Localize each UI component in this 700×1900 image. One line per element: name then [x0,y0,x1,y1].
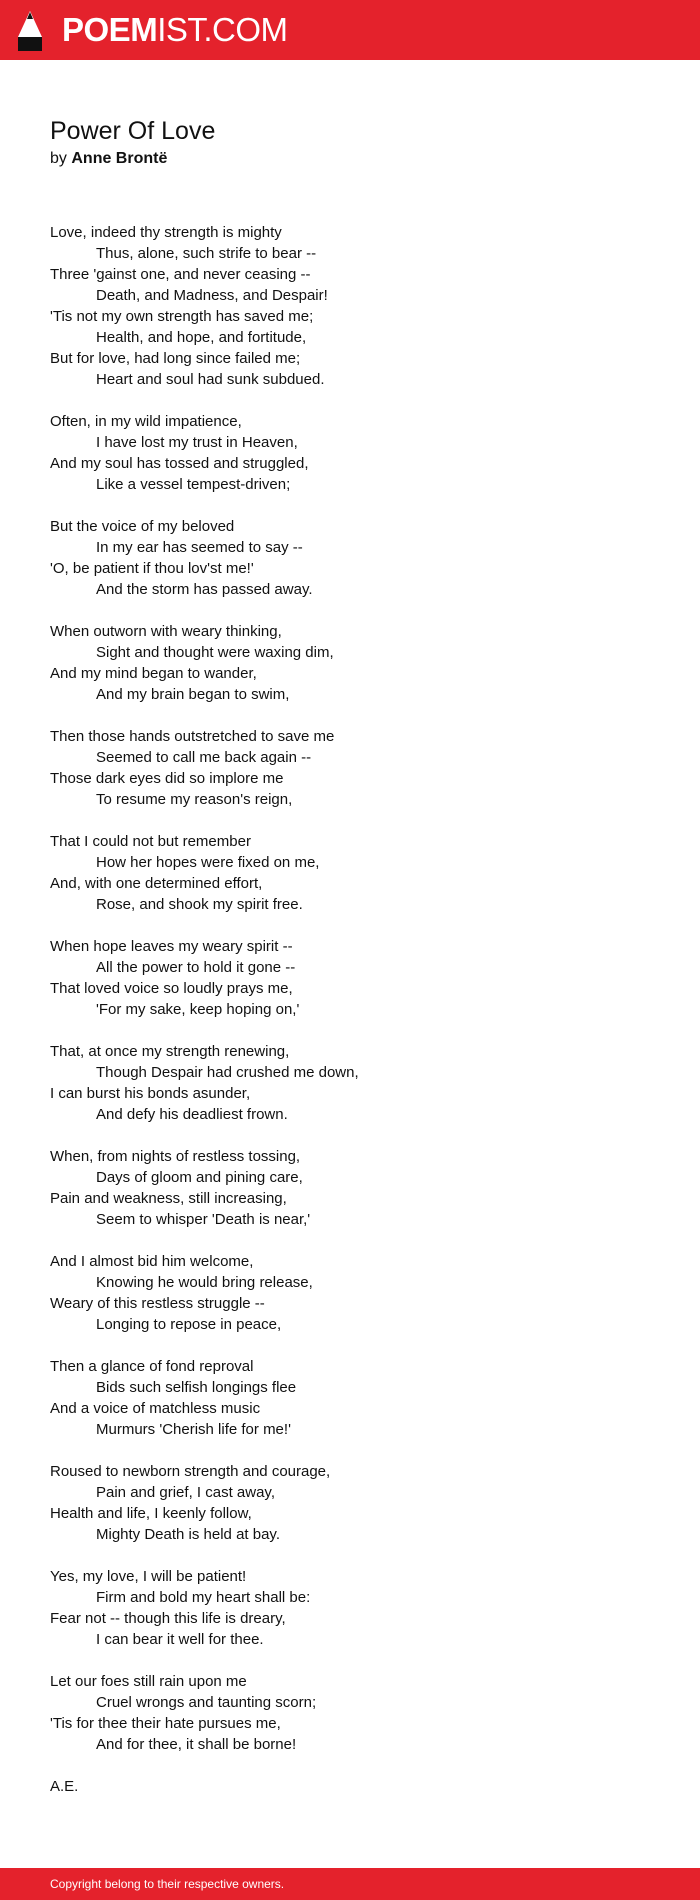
poem-line: Seemed to call me back again -- [96,749,312,766]
stanza [50,222,650,390]
poem-line: Weary of this restless struggle -- [50,1295,265,1312]
poem-line: And my brain began to swim, [96,686,290,703]
poem-line: That, at once my strength renewing, [50,1043,290,1060]
logo-bold-text: POEM [62,11,158,48]
poem-line: And the storm has passed away. [96,581,313,598]
logo-light-text: IST.COM [157,11,288,48]
stanza [50,726,650,810]
poem-line: Rose, and shook my spirit free. [96,896,303,913]
stanza [50,516,650,600]
poem-line: 'O, be patient if thou lov'st me!' [50,560,254,577]
poem-line: And for thee, it shall be borne! [96,1736,297,1753]
poem-line: Pain and weakness, still increasing, [50,1190,287,1207]
poem-line: Sight and thought were waxing dim, [96,644,334,661]
author-name[interactable]: Anne Brontë [71,150,168,167]
poem-line: Yes, my love, I will be patient! [50,1568,247,1585]
stanza [50,831,650,915]
poem-line: And defy his deadliest frown. [96,1106,288,1123]
poem-line: Cruel wrongs and taunting scorn; [96,1694,317,1711]
poem-line: I can burst his bonds asunder, [50,1085,251,1102]
poem-title: Power Of Love [50,117,216,145]
poem-line: 'Tis not my own strength has saved me; [50,308,314,325]
poem-line: How her hopes were fixed on me, [96,854,320,871]
byline [50,148,650,170]
poem-line: In my ear has seemed to say -- [96,539,303,556]
poem-line: Then those hands outstretched to save me [50,728,335,745]
poem-line: Longing to repose in peace, [96,1316,282,1333]
poem-line: Days of gloom and pining care, [96,1169,303,1186]
stanza [50,621,650,705]
poem-line: Death, and Madness, and Despair! [96,287,328,304]
poem-line: Knowing he would bring release, [96,1274,313,1291]
poem-line: Health, and hope, and fortitude, [96,329,307,346]
stanza [50,1671,650,1755]
stanza [50,936,650,1020]
pencil-tip-icon[interactable] [17,10,43,52]
poem-line: Seem to whisper 'Death is near,' [96,1211,311,1228]
poem-line: And a voice of matchless music [50,1400,261,1417]
poem-line: I can bear it well for thee. [96,1631,264,1648]
poem-line: All the power to hold it gone -- [96,959,296,976]
poem-signature: A.E. [50,1778,79,1795]
poem-line: Firm and bold my heart shall be: [96,1589,311,1606]
poem-line: But for love, had long since failed me; [50,350,301,367]
poem-line: When, from nights of restless tossing, [50,1148,301,1165]
poem-line: Three 'gainst one, and never ceasing -- [50,266,311,283]
poem-line: Often, in my wild impatience, [50,413,242,430]
poem-line: And my soul has tossed and struggled, [50,455,309,472]
poem-line: When hope leaves my weary spirit -- [50,938,293,955]
stanza [50,1251,650,1335]
stanza [50,1146,650,1230]
poem-line: To resume my reason's reign, [96,791,293,808]
stanza [50,411,650,495]
stanza [50,1461,650,1545]
poem-line: That loved voice so loudly prays me, [50,980,293,997]
poem-line: Mighty Death is held at bay. [96,1526,280,1543]
stanza [50,1041,650,1125]
poem-line: That I could not but remember [50,833,251,850]
stanza [50,1356,650,1440]
poem-content [50,115,650,1797]
poem-line: When outworn with weary thinking, [50,623,282,640]
poem-line: Fear not -- though this life is dreary, [50,1610,286,1627]
poem-body [50,222,650,1755]
poem-line: 'For my sake, keep hoping on,' [96,1001,300,1018]
poem-line: Heart and soul had sunk subdued. [96,371,325,388]
site-logo[interactable] [62,10,288,50]
site-header [0,0,700,60]
poem-line: And I almost bid him welcome, [50,1253,254,1270]
site-footer [0,1868,700,1900]
stanza [50,1566,650,1650]
poem-line: Murmurs 'Cherish life for me!' [96,1421,291,1438]
poem-line: And my mind began to wander, [50,665,257,682]
poem-line: 'Tis for thee their hate pursues me, [50,1715,281,1732]
byline-prefix: by [50,150,67,167]
poem-line: But the voice of my beloved [50,518,235,535]
poem-line: I have lost my trust in Heaven, [96,434,298,451]
poem-line: Though Despair had crushed me down, [96,1064,359,1081]
poem-line: Pain and grief, I cast away, [96,1484,275,1501]
poem-line: Love, indeed thy strength is mighty [50,224,282,241]
poem-line: Those dark eyes did so implore me [50,770,284,787]
poem-line: Thus, alone, such strife to bear -- [96,245,317,262]
poem-line: Let our foes still rain upon me [50,1673,247,1690]
poem-line: Then a glance of fond reproval [50,1358,254,1375]
poem-line: And, with one determined effort, [50,875,263,892]
poem-line: Bids such selfish longings flee [96,1379,297,1396]
poem-line: Like a vessel tempest-driven; [96,476,291,493]
poem-line: Health and life, I keenly follow, [50,1505,252,1522]
poem-line: Roused to newborn strength and courage, [50,1463,331,1480]
copyright-text: Copyright belong to their respective owners. [50,1877,285,1891]
